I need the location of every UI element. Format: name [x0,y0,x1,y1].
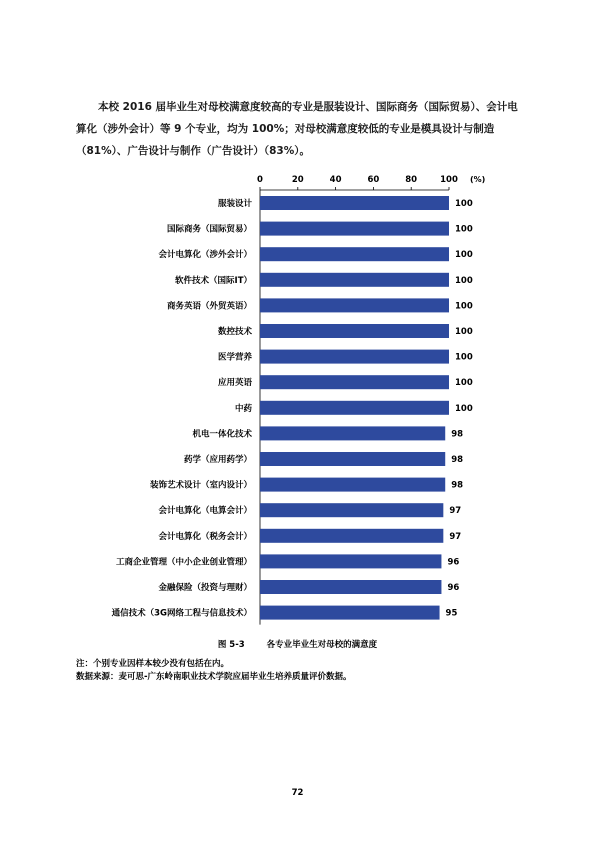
bar [260,222,449,236]
note-sample: 注：个别专业因样本较少没有包括在内。 [76,659,230,669]
bar [260,452,445,466]
bar [260,196,449,210]
page-number: 72 [291,788,304,798]
category-label: 中药 [234,403,252,414]
category-label: 软件技术（国际IT） [175,275,252,286]
bar [260,503,443,517]
value-label: 100 [455,224,473,235]
value-label: 100 [455,301,473,312]
category-label: 数控技术 [217,327,252,337]
bar [260,273,449,287]
category-label: 会计电算化（税务会计） [158,531,252,542]
value-label: 100 [455,327,473,337]
value-label: 98 [451,429,464,440]
category-label: 药学（应用药学） [183,455,252,465]
bar [260,426,445,440]
category-label: 机电一体化技术 [192,429,252,440]
category-label: 服装设计 [217,199,252,209]
bar [260,247,449,261]
category-label: 国际商务（国际贸易） [166,224,252,235]
figure-caption [0,638,595,650]
bar [260,580,441,594]
category-label: 工商企业管理（中小企业创业管理） [115,557,252,568]
value-label: 98 [451,455,464,465]
value-label: 100 [455,250,473,261]
value-label: 96 [447,557,460,568]
x-tick-label: 100 [440,175,458,185]
bar [260,401,449,415]
value-label: 100 [455,199,473,209]
unit-label: (%) [470,175,486,184]
bar [260,478,445,492]
category-label: 医学营养 [217,352,252,363]
bar [260,350,449,364]
value-label: 97 [449,506,462,517]
figure-number: 图 5-3 [217,640,245,650]
value-label: 95 [445,608,458,619]
note-source: 数据来源：麦可思-广东岭南职业技术学院应届毕业生培养质量评价数据。 [76,672,352,682]
figure-title: 各专业毕业生对母校的满意度 [266,640,378,650]
value-label: 96 [447,583,460,593]
value-label: 97 [449,531,462,542]
x-tick-label: 20 [291,175,304,185]
category-label: 会计电算化（涉外会计） [158,250,252,261]
notes [76,658,352,684]
bar [260,375,449,389]
x-tick-label: 0 [257,175,263,185]
bar [260,298,449,312]
bar [260,324,449,338]
value-label: 100 [455,403,473,414]
bar [260,554,441,568]
bar [260,529,443,543]
value-label: 100 [455,275,473,286]
value-label: 98 [451,480,464,491]
category-label: 应用英语 [217,378,252,389]
x-tick-label: 80 [405,175,418,185]
bar [260,606,440,620]
category-label: 会计电算化（电算会计） [158,506,252,517]
category-label: 装饰艺术设计（室内设计） [149,480,252,491]
intro-paragraph: 本校 2016 届毕业生对母校满意度较高的专业是服装设计、国际商务（国际贸易）、会计电算化（涉外会计）等 9 个专业，均为 100%；对母校满意度较低的专业是模具设计与制造（81%）、广告设计与制作（广告设计）（83%）。 [76,101,518,157]
category-label: 金融保险（投资与理财） [158,583,252,593]
x-tick-label: 40 [329,175,342,185]
category-label: 通信技术（3G网络工程与信息技术） [111,608,252,619]
x-tick-label: 60 [367,175,380,185]
category-label: 商务英语（外贸英语） [166,301,252,312]
value-label: 100 [455,352,473,363]
value-label: 100 [455,378,473,389]
